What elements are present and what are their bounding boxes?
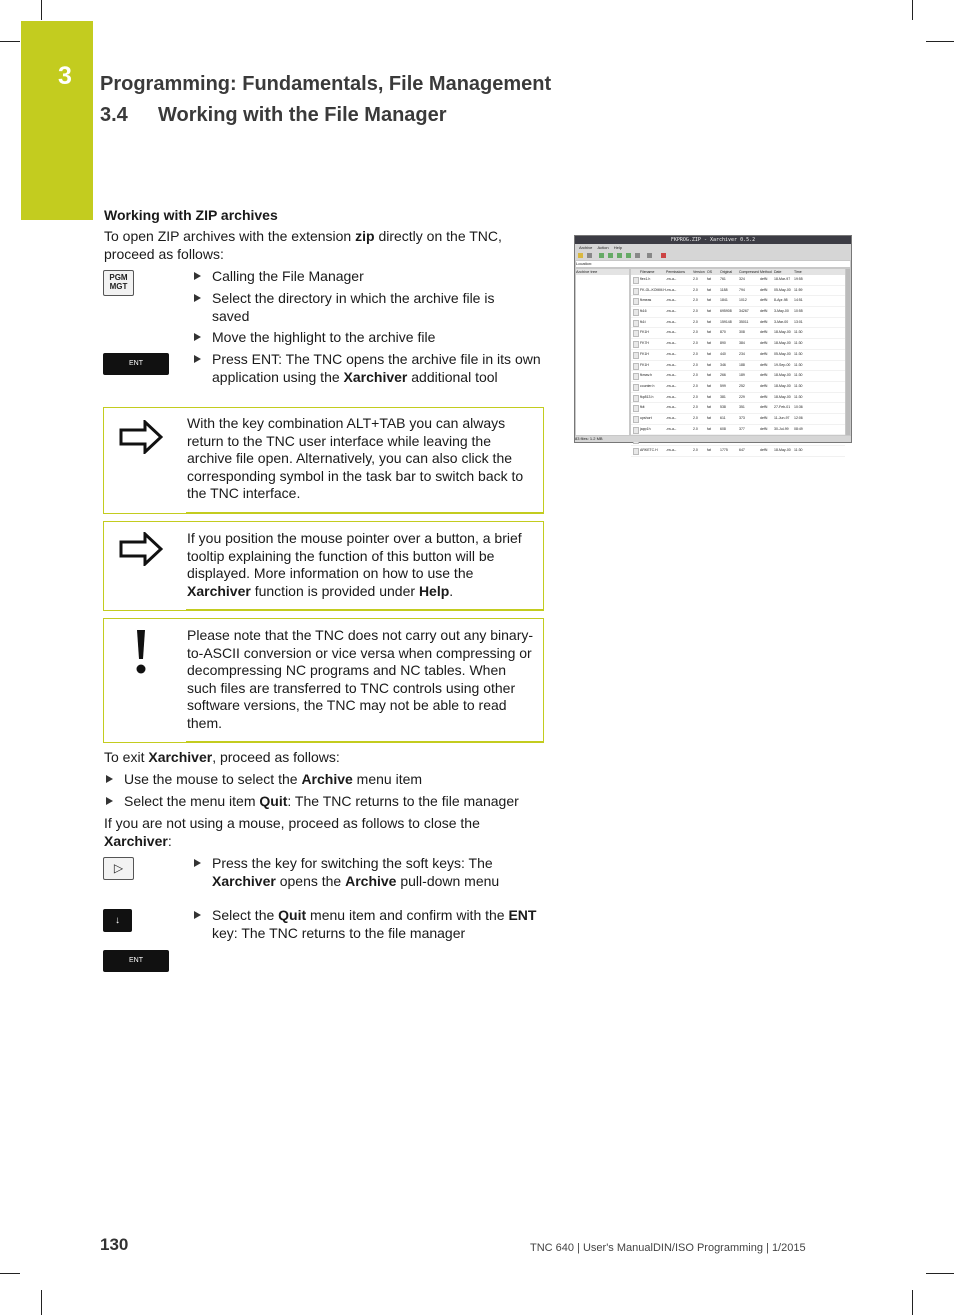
table-cell: fk1t [640,319,646,324]
column-header[interactable]: Time [794,270,802,274]
table-cell: 19-Sep-00 [774,362,791,367]
table-cell: 11:30 [794,448,803,452]
bullet-arrow-icon [194,355,201,363]
forward-icon[interactable] [626,253,631,258]
note-alt-tab-text: With the key combination ALT+TAB you can always return to the TNC user interface while leaving the archive file open. Alternatively, you can also click the corresponding symbol in the task bar to switch back to the TNC interface. [187,415,524,501]
file-icon [633,341,639,348]
ent-key[interactable]: ENT [103,353,169,375]
arrow-right-icon [119,420,163,454]
table-row[interactable] [631,328,845,339]
table-cell: fat [707,373,711,378]
table-cell: -rw-a-- [666,341,677,346]
table-cell: 11:30 [794,362,803,367]
table-cell: 10:36 [794,405,803,410]
file-icon [633,395,639,402]
table-cell: 11:30 [794,373,803,378]
table-cell: 11:30 [794,394,803,399]
table-cell: -rw-a-- [666,383,677,388]
column-header[interactable]: OS [707,270,713,274]
table-cell: 2.0 [693,426,698,431]
note-warning-text: Please note that the TNC does not carry out any binary-to-ASCII conversion or vice versa when compressing or decompressing NC programs and NC tables. When such files are transferred to TNC controls using other software versions, the TNC may not be able to read them. [187,627,534,731]
intro-paragraph: To open ZIP archives with the extension zip directly on the TNC, proceed as follows: [104,228,502,262]
table-cell: fat [707,330,711,335]
arrow-down-key[interactable]: ↓ [103,909,132,932]
step-move-highlight: Move the highlight to the archive file [212,329,532,347]
table-cell: -rw-a-- [666,373,677,378]
table-cell: 695908 [720,309,732,314]
table-cell: 2.0 [693,319,698,324]
table-cell: 599 [720,383,726,388]
table-cell: 2.0 [693,394,698,399]
chapter-title: Programming: Fundamentals, File Management [100,73,552,95]
table-row[interactable] [631,382,845,393]
table-cell: 381 [720,394,726,399]
bullet-arrow-icon [106,775,113,783]
step-select-directory: Select the directory in which the archive file is saved [212,290,532,325]
chapter-number: 3 [58,62,72,90]
zip-heading: Working with ZIP archives [104,207,278,223]
file-icon [633,288,639,295]
crop-mark [912,1290,913,1315]
note-warning [103,618,544,743]
table-cell: -rw-a-- [666,426,677,431]
table-cell: 11:30 [794,351,803,356]
table-cell: 3-May-00 [774,309,789,314]
table-row[interactable] [631,393,845,404]
table-cell: defN [760,277,768,281]
table-cell: -rw-a-- [666,362,677,367]
bullet-arrow-icon [194,333,201,341]
back-icon[interactable] [599,253,604,258]
table-cell: fat [707,405,711,410]
table-row[interactable] [631,403,845,414]
table-cell: 3-Mar-00 [774,319,789,324]
table-cell: 647 [739,448,745,452]
table-cell: FK1H [640,362,649,367]
exit-paragraph: To exit Xarchiver, proceed as follows: [104,749,340,765]
bullet-arrow-icon [194,272,201,280]
table-cell: fkit [640,405,645,410]
table-cell: 2.0 [693,362,698,367]
file-icon [633,384,639,391]
table-cell: defN [760,362,768,367]
table-cell: fk16 [640,309,647,314]
table-cell: 188 [739,362,745,367]
table-cell: 351 [739,405,745,410]
table-row[interactable] [631,296,845,307]
exit-step-quit: Select the menu item Quit: The TNC returns to the file manager [124,793,544,811]
table-cell: 440 [720,351,726,356]
table-cell: 538 [720,405,726,410]
footer: TNC 640 | User's ManualDIN/ISO Programming | 1/2015 [530,1242,806,1254]
table-cell: 252 [739,383,745,388]
table-row[interactable] [631,318,845,329]
table-cell: 794 [739,287,745,292]
ent-key[interactable]: ENT [103,950,169,972]
table-cell: 18-May-00 [774,383,791,388]
table-cell: 870 [720,330,726,335]
table-cell: FK1H [640,330,649,335]
table-row[interactable] [631,339,845,350]
table-cell: 11:30 [794,383,803,388]
table-row[interactable] [631,275,845,286]
table-cell: 159148 [720,319,732,324]
table-cell: 11:30 [794,330,803,335]
table-cell: 890 [720,341,726,346]
table-cell: defN [760,341,768,346]
step-switch-softkeys: Press the key for switching the soft keys: The Xarchiver opens the Archive pull-down menu [212,855,532,890]
table-cell: 2.0 [693,415,698,420]
arrow-right-icon [119,532,163,566]
table-cell: fat [707,448,711,452]
table-cell: 30-Jul-99 [774,426,789,431]
table-cell: FK-GL-KOMM.H [640,287,666,292]
crop-mark [0,41,20,42]
column-header[interactable]: Compressed [739,270,759,274]
table-cell: flex1.h [640,277,651,281]
table-cell: fat [707,277,711,281]
table-cell: defN [760,415,768,420]
table-cell: 2.0 [693,373,698,378]
table-cell: fat [707,319,711,324]
table-cell: -rw-a-- [666,298,677,303]
table-cell: -rw-a-- [666,330,677,335]
table-cell: fkmav.h [640,373,652,378]
table-cell: 18-May-00 [774,394,791,399]
no-mouse-paragraph: If you are not using a mouse, proceed as follows to close the Xarchiver: [104,815,480,849]
open-icon[interactable] [587,253,592,258]
table-cell: 18-May-00 [774,373,791,378]
table-cell: 2.0 [693,309,698,314]
table-cell: defN [760,383,768,388]
table-cell: fkmeas [640,298,652,303]
table-cell: fat [707,394,711,399]
archive-tree [576,269,629,435]
table-cell: defN [760,309,768,314]
table-cell: 189 [739,373,745,378]
table-row[interactable] [631,414,845,425]
column-header[interactable]: Permissions [666,270,686,274]
step-press-ent: Press ENT: The TNC opens the archive file in its own application using the Xarchiver additional tool [212,351,547,386]
file-icon [633,330,639,337]
table-cell: -rw-a-- [666,351,677,356]
file-icon [633,405,639,412]
table-cell: 1188 [720,287,728,292]
table-cell: -rw-a-- [666,394,677,399]
stop-icon[interactable] [661,253,666,258]
table-cell: 229 [739,394,745,399]
table-cell: 08:49 [794,426,803,431]
table-cell: 11:30 [794,341,803,346]
table-cell: 05-May-00 [774,351,791,356]
table-cell: defN [760,298,768,303]
window-title: FKPROG.ZIP - Xarchiver 0.5.2 [575,236,851,244]
crop-mark [926,41,954,42]
table-cell: ARKETC.H [640,448,658,452]
table-cell: 35011 [739,319,749,324]
crop-mark [41,1290,42,1315]
bullet-arrow-icon [106,797,113,805]
table-row[interactable] [631,425,845,436]
table-cell: 18-Mar-97 [774,277,791,281]
table-cell: fat [707,383,711,388]
file-icon [633,448,639,455]
new-icon[interactable] [578,253,583,258]
table-cell: -rw-a-- [666,405,677,410]
table-cell: 266 [720,373,726,378]
table-row[interactable] [631,286,845,297]
table-cell: fat [707,298,711,303]
toolbar [575,251,851,260]
file-icon [633,298,639,305]
table-cell: 234 [739,351,745,356]
table-cell: 12:06 [794,415,803,420]
table-cell: 2.0 [693,298,698,303]
page-number: 130 [100,1235,129,1254]
up-icon[interactable] [608,253,613,258]
table-cell: defN [760,426,768,431]
bullet-arrow-icon [194,911,201,919]
table-cell: defN [760,394,768,399]
menu-action[interactable]: Action [597,245,609,250]
table-cell: FK1H [640,351,649,356]
table-row[interactable] [631,350,845,361]
table-cell: fat [707,309,711,314]
table-cell: 14:51 [794,298,803,303]
table-row[interactable] [631,307,845,318]
table-cell: counter.h [640,383,655,388]
table-cell: 2.0 [693,277,698,281]
table-cell: 324 [739,277,745,281]
menu-archive[interactable]: Archive [579,245,593,250]
pgm-mgt-key[interactable]: PGM MGT [103,270,134,296]
column-header[interactable]: Original [720,270,733,274]
table-cell: 2.0 [693,287,698,292]
table-cell: defN [760,448,768,452]
table-cell: 05-May-00 [774,287,791,292]
table-cell: 13:01 [794,319,803,324]
file-icon [633,373,639,380]
step-call-file-manager: Calling the File Manager [212,268,542,286]
table-cell: 2.0 [693,330,698,335]
table-cell: fat [707,287,711,292]
crop-mark [41,0,42,20]
table-cell: 373 [739,415,745,420]
table-cell: 308 [739,330,745,335]
table-cell: FK7H [640,341,649,346]
table-cell: 2.0 [693,383,698,388]
add-icon[interactable] [647,253,652,258]
table-cell: 384 [739,341,745,346]
down-icon[interactable] [617,253,622,258]
table-cell: fkp813.h [640,394,654,399]
table-cell: 34267 [739,309,749,314]
file-icon [633,416,639,423]
table-cell: 2.0 [693,448,698,452]
crop-mark [926,1273,954,1274]
column-header[interactable]: Date [774,270,782,274]
table-cell: 2.0 [693,405,698,410]
file-icon [633,277,639,284]
archive-tree-header: Archive tree [576,269,629,275]
table-cell: defN [760,319,768,324]
table-cell: 611 [720,415,726,420]
table-cell: fat [707,415,711,420]
softkey-switch-key[interactable]: ▷ [103,857,134,880]
menu-help[interactable]: Help [613,245,622,250]
column-header[interactable]: Version [693,270,705,274]
table-cell: -rw-a-- [666,277,677,281]
table-cell: 19:55 [794,277,803,281]
table-cell: 11:59 [794,287,803,292]
note-alt-tab [103,407,544,514]
table-cell: 1775 [720,448,728,452]
extract-icon[interactable] [635,253,640,258]
table-cell: 377 [739,426,745,431]
table-cell: 18-May-00 [774,341,791,346]
table-cell: 608 [720,426,726,431]
exit-step-archive: Use the mouse to select the Archive menu item [124,771,544,789]
table-row[interactable] [631,371,845,382]
chapter-tab [21,21,93,220]
table-cell: -rw-a-- [666,309,677,314]
file-icon [633,352,639,359]
file-icon [633,427,639,434]
table-cell: 18-May-00 [774,330,791,335]
bullet-arrow-icon [194,859,201,867]
table-row[interactable] [631,446,845,457]
table-cell: fat [707,351,711,356]
section-title: 3.4 Working with the File Manager [100,104,447,126]
table-cell: japp1h [640,426,651,431]
step-select-quit: Select the Quit menu item and confirm with the ENT key: The TNC returns to the file manager [212,907,537,942]
table-cell: 1841 [720,298,728,303]
column-header[interactable]: Method [760,270,772,274]
table-cell: 2.0 [693,341,698,346]
table-cell: defN [760,351,768,356]
table-row[interactable] [631,361,845,372]
table-cell: 11-Jun-97 [774,415,790,420]
column-header[interactable]: Filename [640,270,655,274]
crop-mark [912,0,913,20]
file-icon [633,320,639,327]
table-cell: 8-Apr-98 [774,298,788,303]
menu-bar [575,244,851,251]
table-cell: fat [707,426,711,431]
xarchiver-screenshot [574,235,852,452]
file-icon [633,363,639,370]
table-cell: fat [707,341,711,346]
table-cell: defN [760,330,768,335]
bullet-arrow-icon [194,294,201,302]
scrollbar[interactable] [846,269,850,435]
note-tooltip-text: If you position the mouse pointer over a button, a brief tooltip explaining the function of this button will be displayed. More information on how to use the Xarchiver function is provided under Help. [187,530,522,599]
table-cell: defN [760,373,768,378]
table-cell: defN [760,405,768,410]
table-cell: upshort [640,415,652,420]
note-tooltip [103,521,544,611]
location-bar[interactable]: Location: [576,261,850,267]
table-cell: 761 [720,277,726,281]
file-icon [633,309,639,316]
table-cell: 1012 [739,298,747,303]
crop-mark [0,1273,20,1274]
table-cell: -rw-a-- [666,415,677,420]
status-bar: 83 files: 1.2 MB [575,436,851,442]
table-cell: defN [760,287,768,292]
table-cell: 27-Feb-01 [774,405,791,410]
table-cell: -rw-a-- [666,319,677,324]
table-cell: 10:55 [794,309,803,314]
table-cell: 346 [720,362,726,367]
table-cell: fat [707,362,711,367]
file-list [631,269,845,452]
table-cell: -rw-a-- [666,287,677,292]
table-cell: 2.0 [693,351,698,356]
table-cell: -rw-a-- [666,448,677,452]
table-cell: 18-May-00 [774,448,791,452]
exclamation-icon [134,629,148,675]
